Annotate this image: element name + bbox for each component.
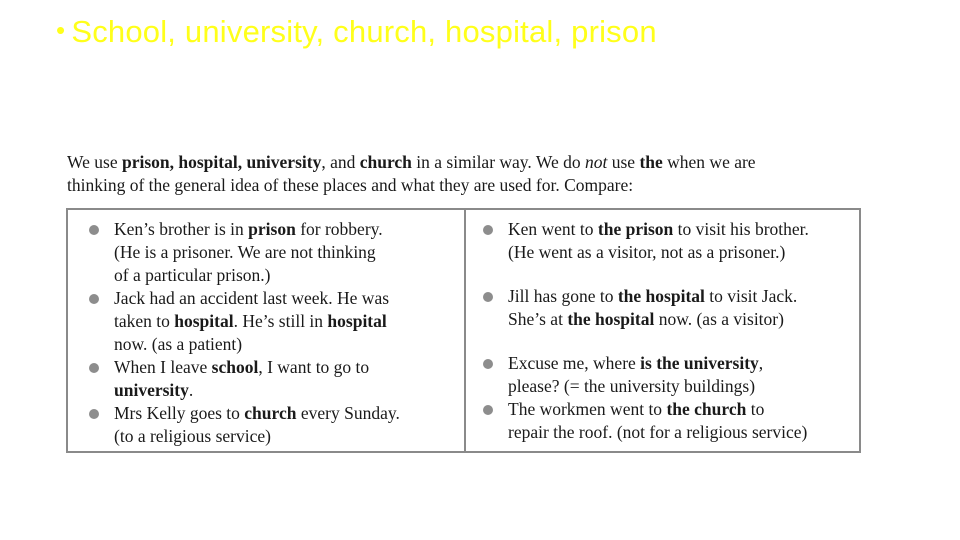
list-item: Ken went to the prison to visit his brother. (He went as a visitor, not as a prisoner.): [480, 218, 853, 264]
bullet-dot-icon: [483, 405, 493, 415]
list-item: Mrs Kelly goes to church every Sunday. (to a religious service): [86, 402, 458, 448]
title-text: School, university, church, hospital, prison: [71, 14, 657, 49]
intro-line-2: thinking of the general idea of these places and what they are used for. Compare:: [67, 175, 634, 195]
slide-title: [56, 14, 657, 50]
intro-line-1: We use prison, hospital, university, and church in a similar way. We do not use the when we are: [67, 152, 756, 172]
list-item: When I leave school, I want to go to university.: [86, 356, 458, 402]
list-item: The workmen went to the church to repair the roof. (not for a religious service): [480, 398, 853, 444]
bullet-dot-icon: [483, 359, 493, 369]
bullet-dot-icon: [89, 409, 99, 419]
intro-paragraph: [67, 151, 877, 197]
bullet-dot-icon: [483, 292, 493, 302]
list-item: Jill has gone to the hospital to visit Jack. She’s at the hospital now. (as a visitor): [480, 285, 853, 331]
list-item: Ken’s brother is in prison for robbery. (He is a prisoner. We are not thinking of a particular prison.): [86, 218, 458, 287]
list-item: Jack had an accident last week. He was taken to hospital. He’s still in hospital now. (as a patient): [86, 287, 458, 356]
bullet-dot-icon: [89, 294, 99, 304]
bullet-dot-icon: [89, 225, 99, 235]
comparison-table: [66, 208, 861, 453]
title-bullet: •: [56, 15, 66, 45]
bullet-dot-icon: [89, 363, 99, 373]
bullet-dot-icon: [483, 225, 493, 235]
left-column: [68, 210, 466, 451]
right-column: [466, 210, 859, 451]
list-item: Excuse me, where is the university, please? (= the university buildings): [480, 352, 853, 398]
